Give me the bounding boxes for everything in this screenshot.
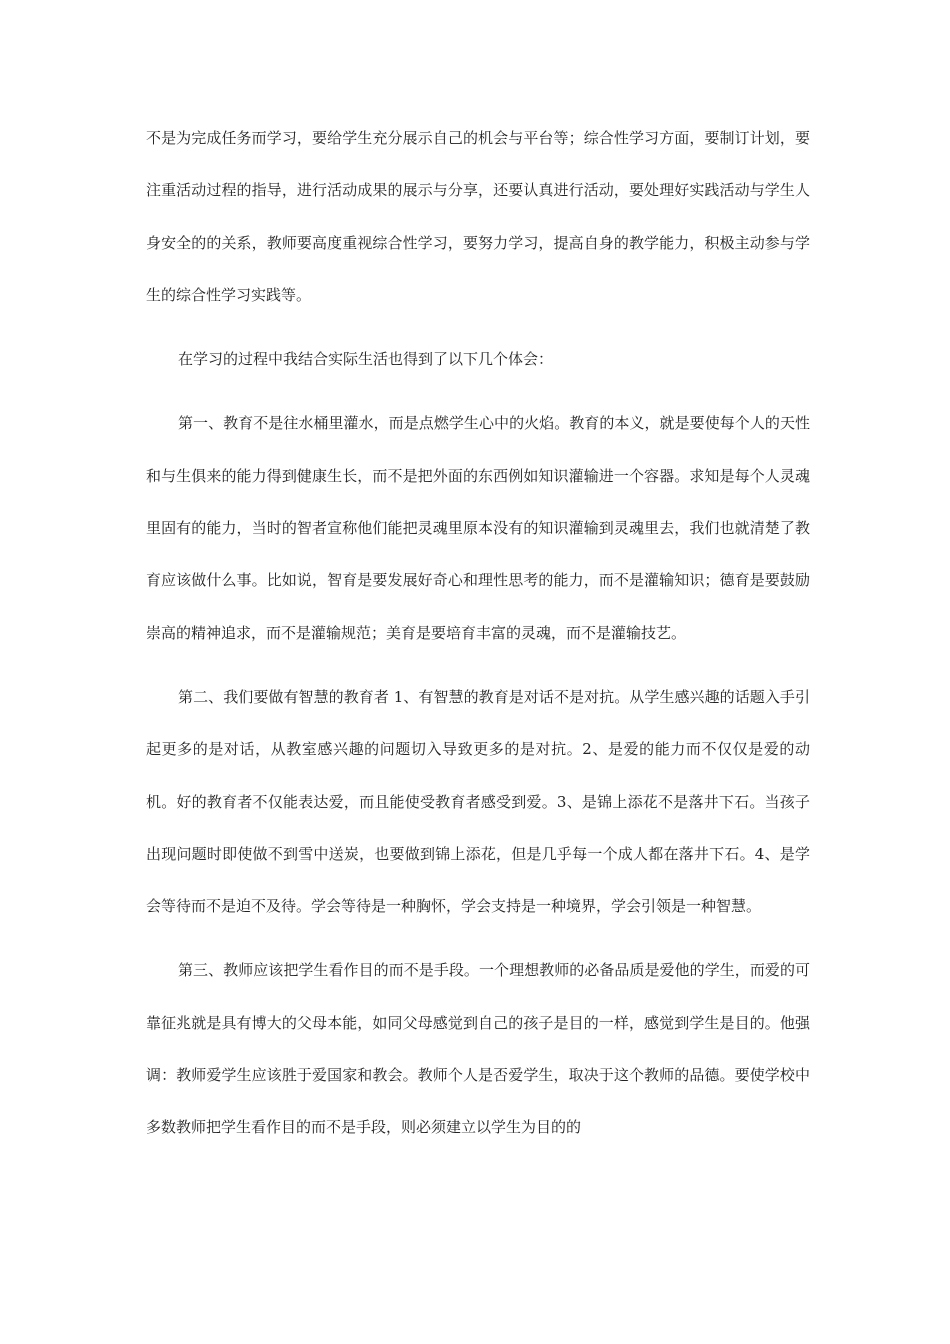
document-body [146,112,810,1154]
paragraph-2: 在学习的过程中我结合实际生活也得到了以下几个体会： [178,350,554,369]
paragraph-5: 第三、教师应该把学生看作目的而不是手段。一个理想教师的必备品质是爱他的学生，而爱的可靠征兆就是具有博大的父母本能，如同父母感觉到自己的孩子是目的一样，感觉到学生是目的。他强调：教师爱学生应该胜于爱国家和教会。教师个人是否爱学生，取决于这个教师的品德。要使学校中多数教师把学生看作目的而不是手段，则必须建立以学生为目的的 [146,961,810,1137]
paragraph-1: 不是为完成任务而学习，要给学生充分展示自己的机会与平台等；综合性学习方面，要制订计划，要注重活动过程的指导，进行活动成果的展示与分享，还要认真进行活动，要处理好实践活动与学生人身安全的的关系，教师要高度重视综合性学习，要努力学习，提高自身的教学能力，积极主动参与学生的综合性学习实践等。 [146,129,810,304]
paragraph-3: 第一、教育不是往水桶里灌水，而是点燃学生心中的火焰。教育的本义，就是要使每个人的天性和与生俱来的能力得到健康生长，而不是把外面的东西例如知识灌输进一个容器。求知是每个人灵魂里固有的能力，当时的智者宣称他们能把灵魂里原本没有的知识灌输到灵魂里去，我们也就清楚了教育应该做什么事。比如说，智育是要发展好奇心和理性思考的能力，而不是灌输知识；德育是要鼓励崇高的精神追求，而不是灌输规范；美育是要培育丰富的灵魂，而不是灌输技艺。 [146,414,810,642]
paragraph-4: 第二、我们要做有智慧的教育者 1、有智慧的教育是对话不是对抗。从学生感兴趣的话题入手引起更多的是对话，从教室感兴趣的问题切入导致更多的是对抗。2、是爱的能力而不仅仅是爱的动机。好的教育者不仅能表达爱，而且能使受教育者感受到爱。3、是锦上添花不是落井下石。当孩子出现问题时即使做不到雪中送炭，也要做到锦上添花，但是几乎每一个成人都在落井下石。4、是学会等待而不是迫不及待。学会等待是一种胸怀，学会支持是一种境界，学会引领是一种智慧。 [146,687,810,916]
